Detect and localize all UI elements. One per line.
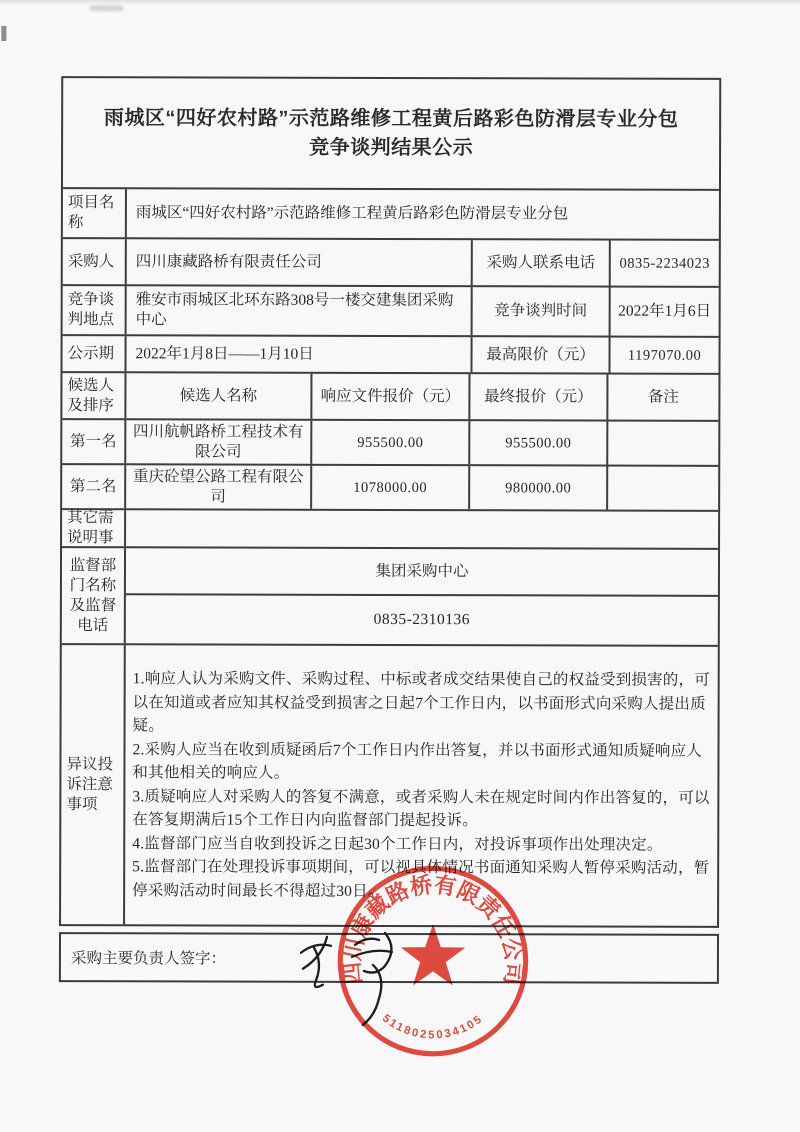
objection-notice-text: 1.响应人认为采购文件、采购过程、中标或者成交结果使自己的权益受到损害的，可以在知道或者应知其权益受到损害之日起7个工作日内，以书面形式向采购人提出质疑。 2.采购人应当在收到质疑函后7个工作日内作出答复，并以书面形式通知质疑响应人和其他相关的响应人。 3.质疑响应人对采购人的答复不满意，或者采购人未在规定时间内作出答复的，可以在答复期满后15个工作日内向监督部门提起投诉。 4.监督部门应当自收到投诉之日起30个工作日内，对投诉事项作出处理决定。 5.监督部门在处理投诉事项期间，可以视具体情况书面通知采购人暂停采购活动，暂停采购活动时间最长不得超过30日。 — [132, 670, 710, 900]
result-announcement-table — [59, 76, 721, 928]
project-name-row — [63, 189, 719, 241]
objection-label: 异议投诉注意事项 — [61, 645, 126, 924]
supervision-dept-value: 集团采购中心 — [126, 548, 718, 597]
title-line-2: 竞争谈判结果公示 — [309, 136, 474, 159]
candidate-1-name: 四川航帆路桥工程技术有限公司 — [126, 420, 312, 463]
table-row-candidate-1 — [62, 420, 718, 467]
project-name-value: 雨城区“四好农村路”示范路维修工程黄后路彩色防滑层专业分包 — [135, 204, 569, 223]
table-row-candidate-2 — [62, 465, 718, 512]
purchaser-phone-value: 0835-2234023 — [619, 255, 711, 272]
signature-label: 采购主要负责人签字： — [70, 950, 226, 968]
negotiation-venue-row — [63, 286, 719, 338]
purchaser-label: 采购人 — [63, 239, 127, 284]
candidate-2-name: 重庆砼望公路工程有限公司 — [126, 465, 312, 508]
seal-number-text-curved: 5118025034105 — [379, 1012, 486, 1042]
candidates-name-header: 候选人名称 — [126, 373, 312, 418]
title-line-1: 雨城区“四好农村路”示范路维修工程黄后路彩色防滑层专业分包 — [103, 106, 679, 131]
candidates-rank-header: 候选人及排序 — [62, 373, 126, 418]
candidate-2-rank: 第二名 — [62, 465, 126, 508]
venue-value: 雅安市雨城区北环东路308号一楼交建集团采购中心 — [127, 286, 473, 335]
publicity-period-row — [62, 336, 718, 375]
project-name-label: 项目名称 — [63, 189, 127, 237]
seal-company-text-curved: 四川康藏路桥有限责任公司 — [339, 871, 527, 986]
candidates-response-price-header: 响应文件报价（元） — [312, 374, 470, 419]
document-title — [63, 104, 719, 164]
supervision-values — [126, 548, 718, 645]
purchaser-value: 四川康藏路桥有限责任公司 — [127, 239, 473, 285]
max-price-label: 最高限价（元） — [472, 337, 610, 372]
candidate-2-remark — [608, 467, 718, 510]
candidates-final-price-header: 最终报价（元） — [470, 374, 608, 419]
candidate-2-final-price: 980000.00 — [470, 466, 608, 509]
candidates-remark-header: 备注 — [647, 388, 679, 406]
scan-smudge-top — [89, 5, 123, 11]
candidate-1-response-price: 955500.00 — [312, 421, 470, 464]
other-notes-label: 其它需说明事 — [62, 510, 126, 546]
candidate-2-response-price: 1078000.00 — [312, 466, 470, 509]
company-seal-stamp — [330, 858, 537, 1065]
max-price-value: 1197070.00 — [627, 347, 702, 364]
purchaser-row — [63, 239, 719, 288]
supervision-row — [62, 548, 718, 647]
seal-star-icon — [401, 924, 466, 986]
candidate-1-remark — [608, 422, 718, 465]
title-row — [63, 78, 719, 191]
scan-smudge-left-edge — [1, 26, 6, 41]
other-notes-row — [62, 510, 718, 550]
publicity-label: 公示期 — [62, 336, 126, 371]
supervision-phone-value: 0835-2310136 — [373, 610, 471, 629]
publicity-value: 2022年1月8日——1月10日 — [126, 336, 472, 372]
candidates-header-row — [62, 373, 718, 422]
candidate-1-rank: 第一名 — [62, 420, 126, 463]
other-notes-value — [126, 510, 718, 548]
supervision-label: 监督部门名称及监督电话 — [62, 548, 126, 643]
venue-label: 竞争谈判地点 — [63, 286, 127, 334]
negotiation-time-label: 竞争谈判时间 — [473, 287, 611, 335]
candidate-1-final-price: 955500.00 — [470, 421, 608, 464]
negotiation-time-value: 2022年1月6日 — [618, 302, 712, 320]
purchaser-phone-label: 采购人联系电话 — [473, 240, 611, 285]
